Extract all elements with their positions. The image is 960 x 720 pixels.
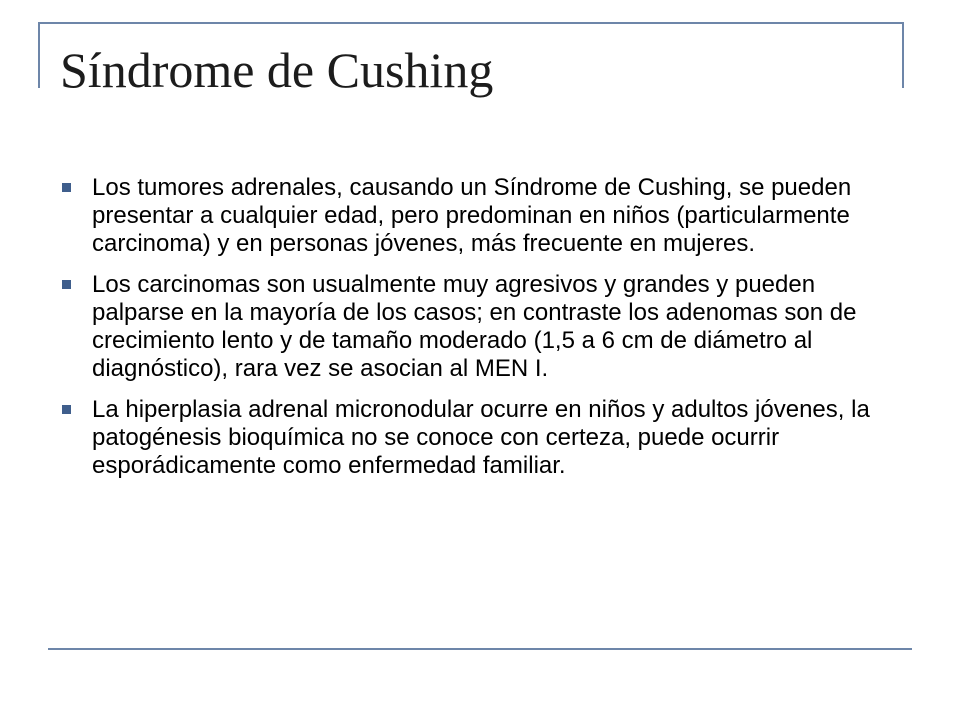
top-rule [40, 22, 904, 24]
bullet-item [56, 174, 896, 258]
right-rule [902, 22, 904, 88]
bullet-text: Los carcinomas son usualmente muy agresivos y grandes y pueden palparse en la mayoría de los casos; en contraste los adenomas son de crecimiento lento y de tamaño moderado (1,5 a 6 cm de diámetro al diagnóstico), rara vez se asocian al MEN I. [92, 271, 857, 382]
bullet-item [56, 396, 896, 480]
bullet-item [56, 271, 896, 383]
square-bullet-icon [62, 405, 71, 414]
bullet-list [56, 174, 896, 493]
bottom-rule [48, 648, 912, 650]
bullet-text: Los tumores adrenales, causando un Síndrome de Cushing, se pueden presentar a cualquier edad, pero predominan en niños (particularmente carcinoma) y en personas jóvenes, más frecuente en mujeres. [92, 174, 852, 257]
bullet-text: La hiperplasia adrenal micronodular ocurre en niños y adultos jóvenes, la patogénesis bioquímica no se conoce con certeza, puede ocurrir esporádicamente como enfermedad familiar. [92, 396, 870, 479]
square-bullet-icon [62, 280, 71, 289]
slide-title: Síndrome de Cushing [60, 42, 494, 98]
square-bullet-icon [62, 183, 71, 192]
left-rule [38, 22, 40, 88]
